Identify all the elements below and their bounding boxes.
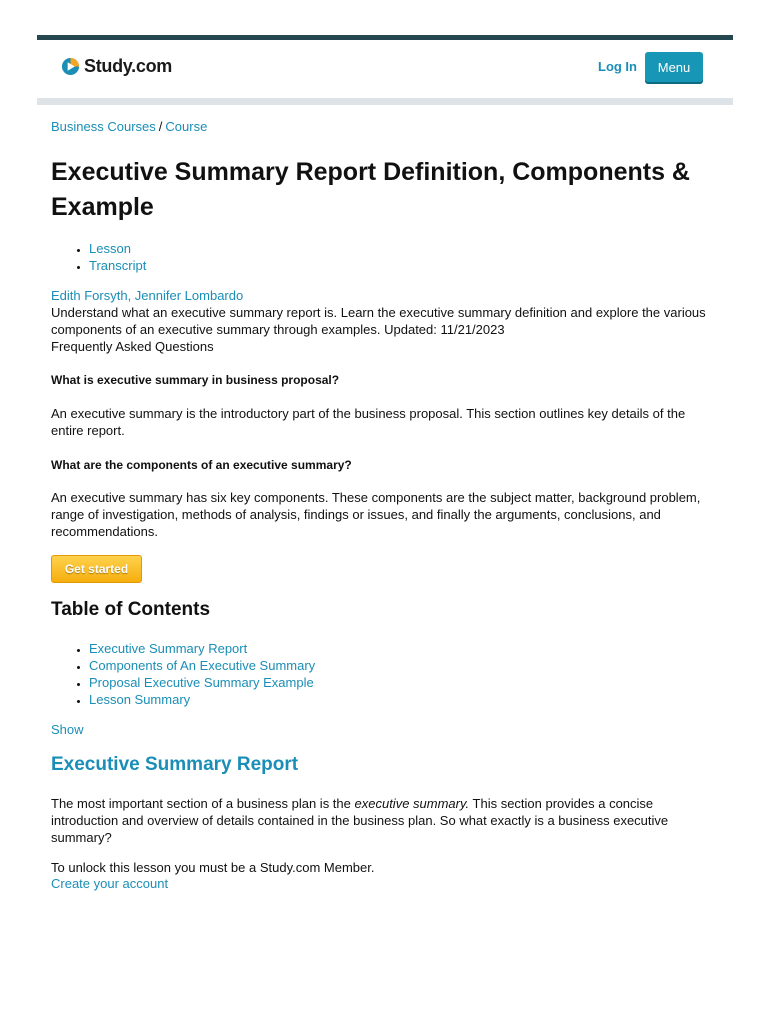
- section-emphasis: executive summary.: [354, 796, 470, 811]
- tab-transcript-link[interactable]: Transcript: [89, 258, 147, 273]
- authors-link[interactable]: Edith Forsyth, Jennifer Lombardo: [51, 288, 244, 303]
- section-text-before: The most important section of a business plan is the: [51, 796, 355, 811]
- site-header: [37, 35, 733, 105]
- toc-link-lesson-summary[interactable]: Lesson Summary: [89, 692, 191, 707]
- menu-button[interactable]: Menu: [645, 52, 703, 82]
- create-account: [51, 875, 719, 892]
- faq-answer: An executive summary has six key components. These components are the subject matter, background problem, range of investigation, methods of analysis, findings or issues, and finally the arguments, conclusions, and recommendations.: [51, 490, 701, 539]
- header-divider: [37, 98, 733, 105]
- play-logo-icon: [61, 57, 80, 76]
- toc-item: [89, 691, 315, 708]
- breadcrumb-course[interactable]: Course: [165, 119, 208, 134]
- toc-heading: Table of Contents: [51, 599, 211, 620]
- section-paragraph: [51, 795, 719, 846]
- study-logo[interactable]: [61, 55, 172, 77]
- faq-question: What is executive summary in business proposal?: [51, 373, 340, 387]
- section-heading: Executive Summary Report: [51, 754, 299, 775]
- lesson-tabs: [51, 240, 146, 274]
- faq-answer: An executive summary is the introductory part of the business proposal. This section outlines key details of the entire report.: [51, 406, 686, 438]
- main-content: [51, 119, 723, 891]
- breadcrumb-separator: /: [158, 119, 163, 134]
- get-started-button[interactable]: Get started: [51, 555, 142, 583]
- toc-show-link[interactable]: Show: [51, 722, 84, 737]
- section-text-after: This section provides a concise introduction and overview of details contained in the business plan. So what exactly is a business executive summary?: [51, 796, 669, 845]
- tab-lesson: [89, 240, 146, 257]
- lesson-description: Understand what an executive summary report is. Learn the executive summary definition and explore the various components of an executive summary through examples. Updated: 11/21/2023: [51, 305, 706, 337]
- logo-text: Study.com: [84, 55, 172, 76]
- toc-item: [89, 640, 315, 657]
- toc-link-executive-summary-report[interactable]: Executive Summary Report: [89, 641, 248, 656]
- tab-lesson-link[interactable]: Lesson: [89, 241, 131, 256]
- login-link[interactable]: Log In: [598, 59, 637, 74]
- tab-transcript: [89, 257, 146, 274]
- toc-list: [51, 640, 315, 708]
- unlock-message: To unlock this lesson you must be a Study.com Member.: [51, 860, 375, 875]
- authors: [51, 287, 719, 304]
- breadcrumb: [51, 119, 723, 135]
- breadcrumb-business-courses[interactable]: Business Courses: [51, 119, 156, 134]
- toc-item: [89, 674, 315, 691]
- toc-link-proposal-example[interactable]: Proposal Executive Summary Example: [89, 675, 314, 690]
- page-title: Executive Summary Report Definition, Components & Example: [51, 158, 690, 221]
- faq-question: What are the components of an executive summary?: [51, 458, 352, 472]
- toc-link-components[interactable]: Components of An Executive Summary: [89, 658, 316, 673]
- toc-item: [89, 657, 315, 674]
- create-account-link[interactable]: Create your account: [51, 876, 169, 891]
- faq-heading: Frequently Asked Questions: [51, 339, 214, 354]
- toc-toggle: [51, 721, 719, 738]
